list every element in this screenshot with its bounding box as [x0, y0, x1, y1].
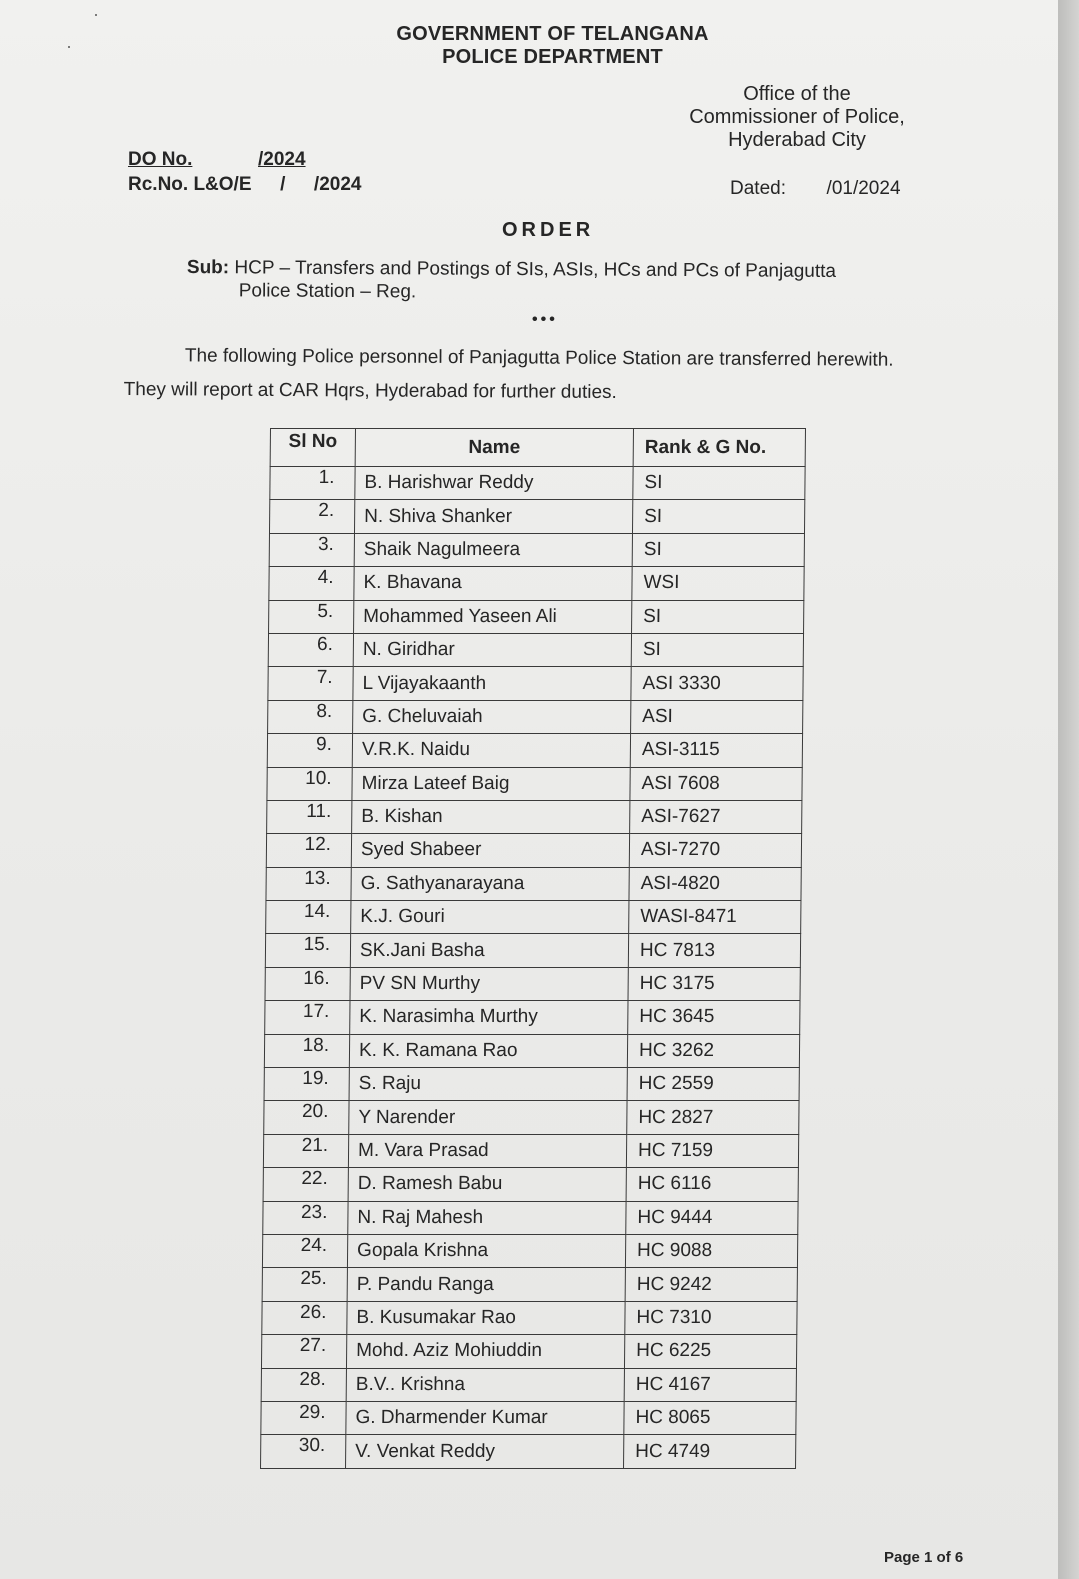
row-name: Shaik Nagulmeera: [354, 533, 632, 566]
row-sl-no: 24.: [262, 1234, 347, 1267]
row-sl-no: 11.: [267, 800, 352, 833]
row-name: G. Sathyanarayana: [351, 867, 629, 900]
table-row: [269, 533, 804, 566]
row-name: D. Ramesh Babu: [348, 1168, 626, 1201]
row-sl-no: 28.: [261, 1368, 346, 1401]
table-row: [263, 1168, 798, 1201]
table-row: [262, 1268, 797, 1301]
table-row: [269, 567, 804, 600]
row-sl-no: 26.: [262, 1301, 347, 1334]
row-sl-no: 21.: [263, 1134, 348, 1167]
subject-block: [187, 256, 927, 307]
separator-dots: •••: [532, 311, 558, 328]
table-row: [264, 1034, 799, 1067]
row-rank: ASI-7627: [630, 800, 802, 833]
table-row: [265, 934, 800, 967]
table-row: [268, 667, 803, 700]
table-row: [261, 1335, 796, 1368]
subject-line-1: HCP – Transfers and Postings of SIs, ASIs, HCs and PCs of Panjagutta: [234, 257, 837, 282]
row-name: B. Kusumakar Rao: [347, 1301, 625, 1334]
row-sl-no: 8.: [268, 700, 353, 733]
row-sl-no: 15.: [265, 934, 350, 967]
table-row: [267, 767, 802, 800]
row-rank: SI: [632, 600, 804, 633]
dated-line: [730, 178, 901, 200]
row-name: N. Shiva Shanker: [354, 500, 632, 533]
table-row: [269, 600, 804, 633]
row-name: B. Kishan: [352, 800, 630, 833]
row-rank: HC 3175: [628, 967, 800, 1000]
row-sl-no: 2.: [269, 500, 354, 533]
row-sl-no: 27.: [261, 1335, 346, 1368]
row-name: S. Raju: [349, 1068, 627, 1101]
row-rank: HC 4749: [624, 1435, 796, 1468]
row-name: K.J. Gouri: [351, 901, 629, 934]
row-rank: ASI 7608: [630, 767, 802, 800]
row-name: SK.Jani Basha: [350, 934, 628, 967]
table-row: [270, 467, 805, 500]
table-row: [263, 1201, 798, 1234]
row-name: L Vijayakaanth: [353, 667, 631, 700]
paper-speck: [68, 46, 70, 48]
personnel-table: [260, 428, 806, 1469]
column-header-name: Name: [355, 429, 633, 467]
row-sl-no: 13.: [266, 867, 351, 900]
row-sl-no: 25.: [262, 1268, 347, 1301]
row-name: V.R.K. Naidu: [352, 734, 630, 767]
table-row: [266, 834, 801, 867]
office-line-1: Office of the: [743, 83, 851, 105]
row-name: Y Narender: [349, 1101, 627, 1134]
table-row: [267, 800, 802, 833]
row-sl-no: 19.: [264, 1068, 349, 1101]
row-rank: HC 7159: [626, 1134, 798, 1167]
row-rank: HC 3645: [628, 1001, 800, 1034]
body-line-1: The following Police personnel of Panjagutta Police Station are transferred herewith.: [184, 345, 894, 371]
row-name: PV SN Murthy: [350, 967, 628, 1000]
do-number: [128, 149, 306, 171]
rc-separator: /: [280, 174, 286, 195]
row-rank: SI: [631, 633, 803, 666]
row-name: Gopala Krishna: [347, 1234, 625, 1267]
row-rank: SI: [632, 500, 804, 533]
do-label: DO No.: [128, 149, 193, 170]
row-name: V. Venkat Reddy: [346, 1435, 624, 1468]
table-row: [264, 1101, 799, 1134]
row-rank: ASI: [631, 700, 803, 733]
row-rank: HC 9242: [625, 1268, 797, 1301]
rc-year: /2024: [313, 174, 362, 195]
row-name: K. K. Ramana Rao: [349, 1034, 627, 1067]
table-row: [266, 901, 801, 934]
row-name: P. Pandu Ranga: [347, 1268, 625, 1301]
header-line-department: POLICE DEPARTMENT: [442, 46, 663, 68]
row-sl-no: 3.: [269, 533, 354, 566]
column-header-sl-no: Sl No: [270, 429, 355, 467]
office-line-2: Commissioner of Police,: [689, 106, 905, 128]
row-rank: HC 3262: [627, 1034, 799, 1067]
row-rank: ASI-7270: [629, 834, 801, 867]
row-name: K. Narasimha Murthy: [350, 1001, 628, 1034]
row-name: N. Giridhar: [353, 633, 631, 666]
row-sl-no: 17.: [265, 1001, 350, 1034]
row-name: B.V.. Krishna: [346, 1368, 624, 1401]
row-name: Mohd. Aziz Mohiuddin: [346, 1335, 624, 1368]
table-row: [267, 734, 802, 767]
table-row: [268, 700, 803, 733]
table-row: [265, 1001, 800, 1034]
row-rank: HC 6225: [624, 1335, 796, 1368]
row-sl-no: 12.: [266, 834, 351, 867]
rc-label: Rc.No. L&O/E: [128, 174, 252, 195]
table-row: [266, 867, 801, 900]
row-rank: WASI-8471: [629, 901, 801, 934]
table-row: [261, 1401, 796, 1434]
row-rank: HC 9444: [626, 1201, 798, 1234]
row-sl-no: 14.: [266, 901, 351, 934]
row-sl-no: 7.: [268, 667, 353, 700]
row-name: Mohammed Yaseen Ali: [354, 600, 632, 633]
row-name: G. Dharmender Kumar: [346, 1401, 624, 1434]
page-edge-shadow: [1058, 0, 1079, 1579]
row-rank: ASI-4820: [629, 867, 801, 900]
row-sl-no: 30.: [261, 1435, 346, 1468]
table-row: [269, 500, 804, 533]
table-row: [261, 1435, 796, 1468]
body-line-2: They will report at CAR Hqrs, Hyderabad for further duties.: [123, 378, 617, 404]
row-name: K. Bhavana: [354, 567, 632, 600]
rc-number: [128, 174, 361, 196]
row-name: M. Vara Prasad: [348, 1134, 626, 1167]
row-rank: HC 7813: [628, 934, 800, 967]
body-paragraph: [124, 339, 984, 412]
table-row: [265, 967, 800, 1000]
page-number: Page 1 of 6: [884, 1549, 964, 1566]
table-row: [263, 1134, 798, 1167]
header-line-government: GOVERNMENT OF TELANGANA: [396, 23, 709, 45]
dated-label: Dated:: [730, 178, 786, 199]
row-rank: WSI: [632, 567, 804, 600]
department-header: [380, 23, 725, 69]
office-line-3: Hyderabad City: [728, 129, 866, 151]
paper-speck: [95, 14, 97, 16]
row-sl-no: 6.: [268, 633, 353, 666]
row-rank: ASI-3115: [630, 734, 802, 767]
row-rank: HC 4167: [624, 1368, 796, 1401]
row-sl-no: 9.: [267, 734, 352, 767]
row-sl-no: 29.: [261, 1401, 346, 1434]
row-sl-no: 22.: [263, 1168, 348, 1201]
row-name: Syed Shabeer: [351, 834, 629, 867]
row-rank: SI: [633, 467, 805, 500]
subject-label: Sub:: [186, 256, 230, 279]
row-sl-no: 16.: [265, 967, 350, 1000]
row-name: G. Cheluvaiah: [353, 700, 631, 733]
row-sl-no: 1.: [270, 467, 355, 500]
do-year: /2024: [258, 149, 306, 170]
table-row: [268, 633, 803, 666]
table-row: [262, 1301, 797, 1334]
row-rank: HC 9088: [625, 1234, 797, 1267]
office-address: [680, 83, 914, 152]
row-sl-no: 20.: [264, 1101, 349, 1134]
row-rank: HC 2559: [627, 1068, 799, 1101]
row-name: Mirza Lateef Baig: [352, 767, 630, 800]
order-title: ORDER: [502, 219, 595, 241]
row-rank: HC 2827: [627, 1101, 799, 1134]
row-sl-no: 10.: [267, 767, 352, 800]
row-rank: HC 8065: [624, 1401, 796, 1434]
row-sl-no: 4.: [269, 567, 354, 600]
row-sl-no: 18.: [264, 1034, 349, 1067]
row-sl-no: 5.: [269, 600, 354, 633]
row-sl-no: 23.: [263, 1201, 348, 1234]
row-rank: SI: [632, 533, 804, 566]
row-rank: HC 7310: [625, 1301, 797, 1334]
dated-value: /01/2024: [826, 178, 901, 199]
row-rank: HC 6116: [626, 1168, 798, 1201]
table-row: [261, 1368, 796, 1401]
column-header-rank: Rank & G No.: [633, 429, 805, 467]
table-row: [262, 1234, 797, 1267]
subject-line-2: Police Station – Reg.: [238, 280, 417, 303]
row-name: N. Raj Mahesh: [348, 1201, 626, 1234]
table-row: [264, 1068, 799, 1101]
table-header-row: [270, 429, 805, 467]
row-name: B. Harishwar Reddy: [355, 467, 633, 500]
row-rank: ASI 3330: [631, 667, 803, 700]
